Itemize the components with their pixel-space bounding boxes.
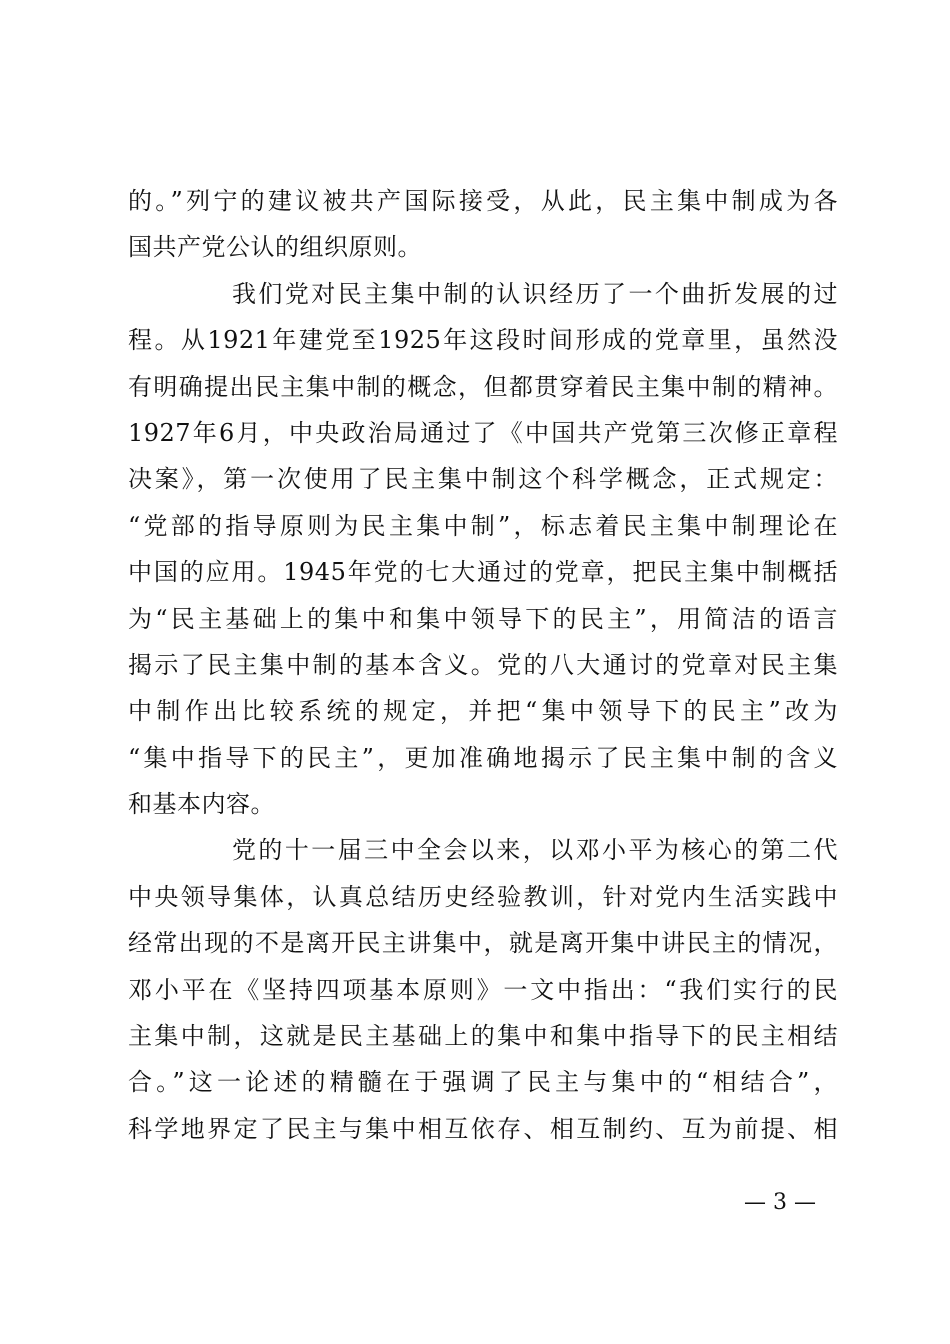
body-text <box>128 178 838 1152</box>
text-line: 我们党对民主集中制的认识经历了一个曲折发展的过 <box>232 279 838 308</box>
text-line: 国共产党公认的组织原则。 <box>128 233 422 262</box>
text-line: 主集中制，这就是民主基础上的集中和集中指导下的民主相结 <box>128 1022 838 1051</box>
text-line: 决案》，第一次使用了民主集中制这个科学概念，正式规定： <box>128 465 838 494</box>
text-line: “集中指导下的民主”，更加准确地揭示了民主集中制的含义 <box>128 743 838 772</box>
page-number: — 3 — <box>744 1190 816 1215</box>
text-line: 经常出现的不是离开民主讲集中，就是离开集中讲民主的情况， <box>128 929 838 958</box>
text-line: 和基本内容。 <box>128 790 275 819</box>
text-line: 中央领导集体，认真总结历史经验教训，针对党内生活实践中 <box>128 882 838 911</box>
text-line: 中国的应用。1945年党的七大通过的党章，把民主集中制概括 <box>128 558 838 587</box>
text-line: 合。”这一论述的精髓在于强调了民主与集中的“相结合”， <box>128 1068 838 1097</box>
text-line: 为“民主基础上的集中和集中领导下的民主”，用简洁的语言 <box>128 604 838 633</box>
text-line: 科学地界定了民主与集中相互依存、相互制约、互为前提、相 <box>128 1114 838 1143</box>
text-line: 揭示了民主集中制的基本含义。党的八大通讨的党章对民主集 <box>128 650 838 679</box>
text-line: 党的十一届三中全会以来，以邓小平为核心的第二代 <box>232 836 838 865</box>
text-line: 的。”列宁的建议被共产国际接受，从此，民主集中制成为各 <box>128 187 838 215</box>
text-line: 程。从1921年建党至1925年这段时间形成的党章里，虽然没 <box>128 326 838 355</box>
text-line: 中制作出比较系统的规定，并把“集中领导下的民主”改为 <box>128 697 838 726</box>
text-line: “党部的指导原则为民主集中制”，标志着民主集中制理论在 <box>128 511 838 540</box>
text-line: 有明确提出民主集中制的概念，但都贯穿着民主集中制的精神。 <box>128 372 838 401</box>
text-line: 1927年6月，中央政治局通过了《中国共产党第三次修正章程 <box>128 418 838 447</box>
text-line: 邓小平在《坚持四项基本原则》一文中指出：“我们实行的民 <box>128 975 838 1004</box>
